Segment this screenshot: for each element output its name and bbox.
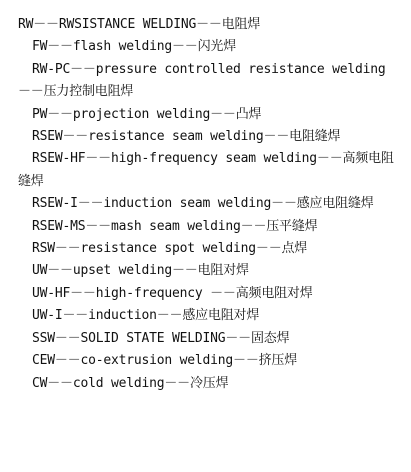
entry-pw: PW－－projection welding－－凸焊: [32, 106, 262, 122]
entry-uw-hf: UW-HF－－high-frequency －－高频电阻对焊: [32, 285, 313, 301]
entry-ssw: SSW－－SOLID STATE WELDING－－固态焊: [32, 330, 290, 346]
entry-fw: FW－－flash welding－－闪光焊: [32, 39, 237, 55]
entry-rw-pc: RW-PC－－pressure controlled resistance welding－－压力控制电阻焊: [18, 61, 386, 100]
entry-rsew: RSEW－－resistance seam welding－－电阻缝焊: [32, 129, 341, 145]
entry-cew: CEW－－co-extrusion welding－－挤压焊: [32, 353, 298, 369]
entry-rsew-ms: RSEW-MS－－mash seam welding－－压平缝焊: [32, 218, 318, 234]
entry-rsew-i: RSEW-I－－induction seam welding－－感应电阻缝焊: [32, 196, 374, 212]
entry-rsew-hf: RSEW-HF－－high-frequency seam welding－－高频电阻缝焊: [18, 151, 394, 189]
entry-cw: CW－－cold welding－－冷压焊: [32, 375, 229, 391]
entry-uw-i: UW-I－－induction－－感应电阻对焊: [32, 308, 260, 324]
entry-rw: RW－－RWSISTANCE WELDING－－电阻焊: [18, 17, 261, 32]
entry-uw: UW－－upset welding－－电阻对焊: [32, 263, 249, 279]
entry-rsw: RSW－－resistance spot welding－－点焊: [32, 241, 308, 257]
